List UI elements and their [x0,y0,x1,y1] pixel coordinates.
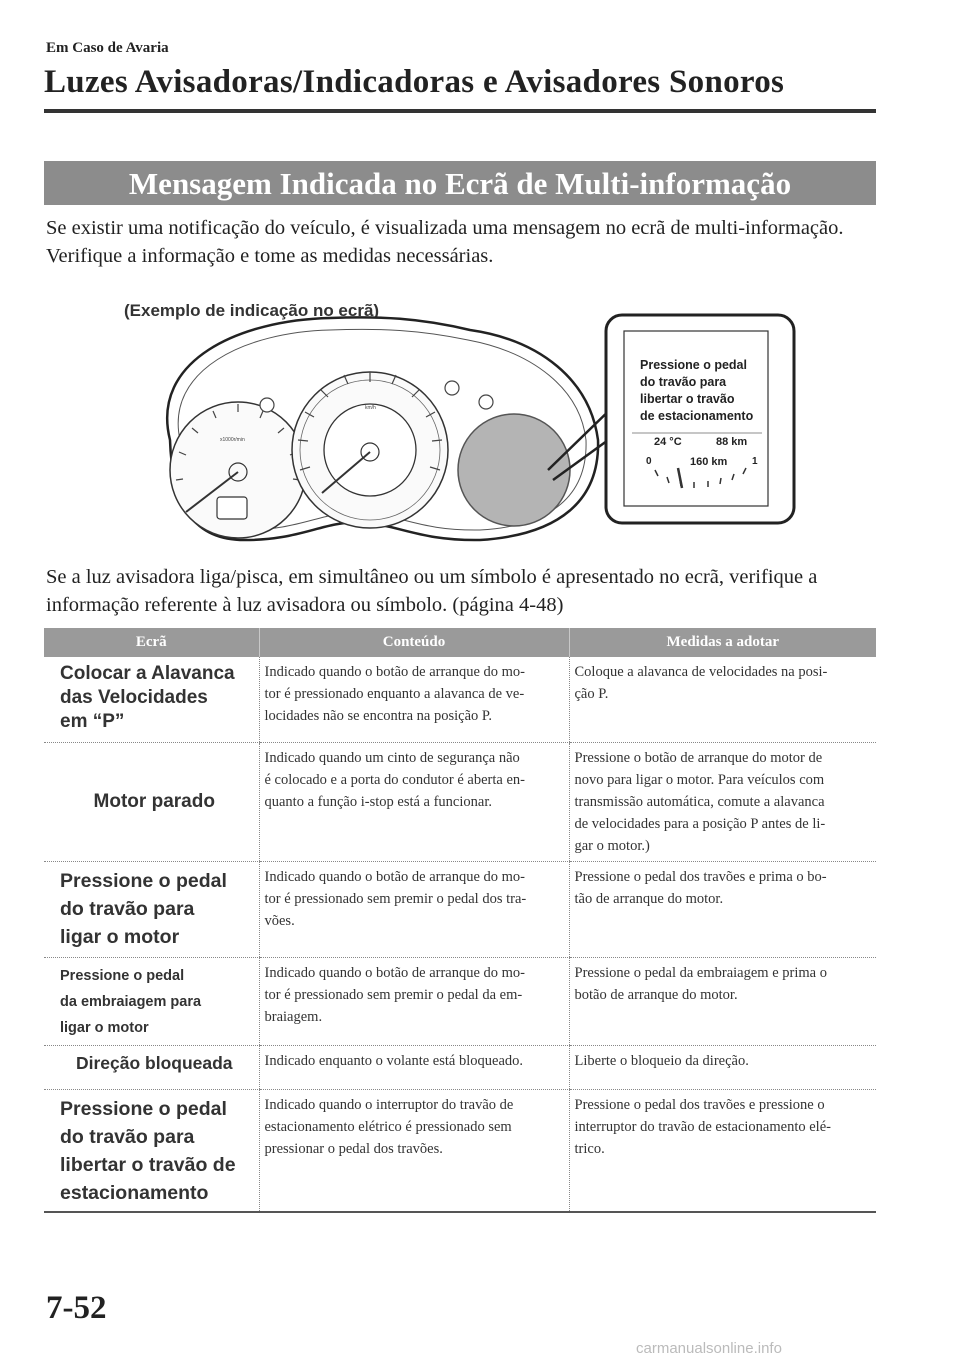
content-line: estacionamento elétrico é pressionado sem [264,1118,512,1135]
tachometer-gauge [170,402,306,538]
screen-cell [44,1045,259,1089]
screen-line: estacionamento [60,1181,209,1204]
action-line: Pressione o pedal dos travões e prima o bo- [574,868,827,885]
content-line: locidades não se encontra na posição P. [264,708,492,724]
screen-cell [44,742,259,861]
action-line: Pressione o pedal da embraiagem e prima o [574,964,827,981]
popup-message [640,357,753,425]
action-line: novo para ligar o motor. Para veículos com [574,771,825,788]
popup-odometer: 160 km [690,456,728,468]
action-line: gar o motor.) [574,837,650,854]
content-line: tor é pressionado sem premir o pedal dos tra- [264,890,527,907]
content-cell [259,742,569,861]
screen-line: da embraiagem para [60,993,202,1010]
action-line: botão de arranque do motor. [574,986,738,1003]
screen-cell [44,861,259,957]
action-cell [569,1089,876,1212]
action-cell [569,1045,876,1089]
speedo-label: km/h [365,405,376,411]
action-cell [569,657,876,742]
action-line: Liberte o bloqueio da direção. [574,1052,749,1069]
tach-label: x1000r/min [220,437,245,443]
action-line: Coloque a alavanca de velocidades na posi- [574,664,828,680]
screen-line: do travão para [60,1125,195,1148]
table-row [44,861,876,957]
popup-range: 88 km [716,436,748,448]
popup-scale-max: 1 [752,456,758,467]
screen-line: Motor parado [93,791,215,812]
content-line: vões. [264,912,295,929]
content-line: Indicado quando o interruptor do travão de [264,1096,514,1113]
action-line: interruptor do travão de estacionamento elé- [574,1118,831,1135]
screen-line: Colocar a Alavanca [60,663,235,684]
popup-line: do travão para [640,375,727,389]
table-row [44,742,876,861]
action-cell [569,861,876,957]
screen-line: ligar o motor [60,925,180,948]
header-content: Conteúdo [259,628,569,657]
header-screen: Ecrã [44,628,259,657]
table-row [44,957,876,1045]
followup-paragraph: Se a luz avisadora liga/pisca, em simultâneo ou um símbolo é apresentado no ecrã, verifique a informação referente à luz avisadora ou símbolo. (página 4-48) [46,566,818,616]
screen-line: libertar o travão de [60,1153,236,1176]
content-line: Indicado quando o botão de arranque do mo- [264,664,526,680]
speedometer-gauge [292,372,448,528]
content-line: braiagem. [264,1008,323,1025]
popup-scale-min: 0 [646,456,652,467]
screen-line: Pressione o pedal [60,1097,227,1120]
screen-line: em “P” [60,711,125,732]
action-line: transmissão automática, comute a alavanca [574,793,825,810]
action-cell [569,957,876,1045]
content-line: pressionar o pedal dos travões. [264,1140,443,1157]
content-cell [259,657,569,742]
screen-cell [44,1089,259,1212]
intro-paragraph: Se existir uma notificação do veículo, é visualizada uma mensagem no ecrã de multi-informação. Verifique a informação e tome as medidas necessárias. [46,217,844,267]
content-cell [259,1045,569,1089]
screen-line: Direção bloqueada [75,1052,233,1073]
content-line: tor é pressionado sem premir o pedal da em- [264,986,523,1003]
content-line: Indicado quando o botão de arranque do mo- [264,964,526,981]
chapter-rule [44,109,876,113]
table-row [44,1089,876,1212]
multi-info-display [458,414,570,526]
screen-line: Pressione o pedal [60,869,227,892]
content-line: Indicado enquanto o volante está bloqueado. [264,1052,524,1069]
header-action: Medidas a adotar [569,628,876,657]
action-line: ção P. [574,686,609,702]
screen-line: ligar o motor [60,1019,149,1036]
section-banner: Mensagem Indicada no Ecrã de Multi-informação [44,161,876,205]
page-number: 7-52 [46,1290,107,1326]
screen-line: Pressione o pedal [60,967,185,984]
content-cell [259,957,569,1045]
table-row [44,657,876,742]
action-line: de velocidades para a posição P antes de li- [574,815,826,832]
content-line: é colocado e a porta do condutor é aberta en- [264,771,525,788]
message-table [44,628,876,1213]
popup-line: de estacionamento [640,409,754,423]
screen-cell [44,657,259,742]
content-line: tor é pressionado enquanto a alavanca de ve- [264,686,525,702]
figure-caption: (Exemplo de indicação no ecrã) [124,301,380,320]
section-label: Em Caso de Avaria [46,40,169,56]
popup-line: Pressione o pedal [640,358,747,372]
action-cell [569,742,876,861]
screen-cell [44,957,259,1045]
action-line: tão de arranque do motor. [574,890,724,907]
content-line: Indicado quando um cinto de segurança não [264,749,520,766]
table-row [44,1045,876,1089]
popup-line: libertar o travão [640,392,735,406]
instrument-cluster-illustration [0,290,960,560]
content-line: quanto a função i-stop está a funcionar. [264,793,492,810]
watermark: carmanualsonline.info [636,1340,782,1357]
popup-temperature: 24 °C [654,436,682,448]
content-line: Indicado quando o botão de arranque do mo- [264,868,526,885]
action-line: Pressione o botão de arranque do motor de [574,749,823,766]
content-cell [259,1089,569,1212]
screen-line: do travão para [60,897,195,920]
content-cell [259,861,569,957]
chapter-title: Luzes Avisadoras/Indicadoras e Avisadores Sonoros [44,64,785,100]
action-line: Pressione o pedal dos travões e pressione o [574,1096,825,1113]
action-line: trico. [574,1140,605,1157]
screen-line: das Velocidades [60,687,208,708]
